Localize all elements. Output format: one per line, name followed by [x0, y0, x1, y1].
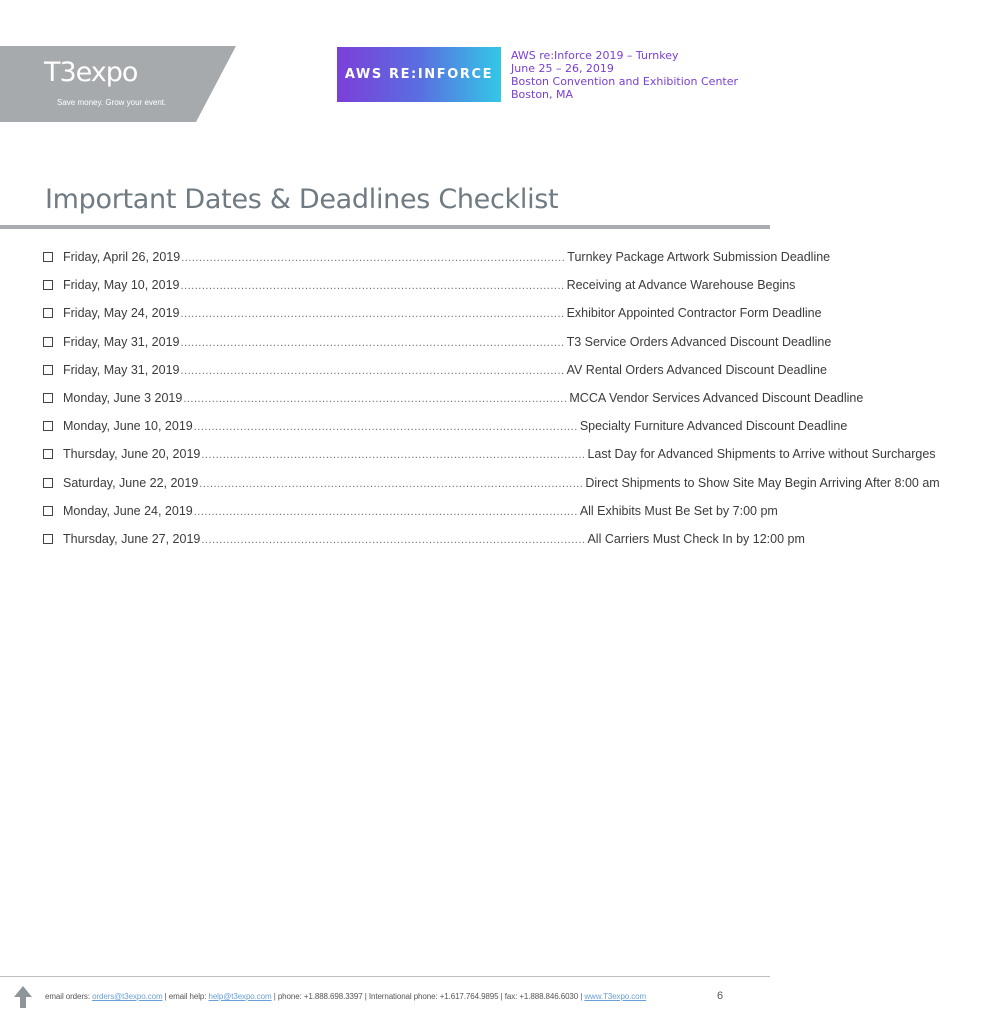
- email-orders-label: email orders:: [45, 992, 90, 1001]
- checklist-task: Direct Shipments to Show Site May Begin Arriving After 8:00 am: [585, 475, 940, 490]
- checklist-item: [43, 356, 827, 384]
- footer-contact: [45, 992, 646, 1001]
- checkbox[interactable]: [43, 506, 53, 516]
- checkbox[interactable]: [43, 252, 53, 262]
- dot-leader: ............................................................................................................: [180, 336, 565, 349]
- dot-leader: ............................................................................................................: [193, 421, 578, 434]
- email-help-link[interactable]: help@t3expo.com: [208, 992, 272, 1001]
- footer-separator: |: [364, 992, 367, 1001]
- checkbox[interactable]: [43, 478, 53, 488]
- footer-separator: |: [273, 992, 276, 1001]
- checklist-item: [43, 412, 848, 440]
- footer-separator: |: [164, 992, 167, 1001]
- checkbox[interactable]: [43, 337, 53, 347]
- checklist-task: Turnkey Package Artwork Submission Deadline: [567, 250, 831, 265]
- checklist-date: Friday, April 26, 2019: [63, 250, 181, 265]
- dot-leader: ............................................................................................................: [201, 449, 586, 462]
- checklist-date: Friday, May 24, 2019: [63, 306, 180, 321]
- checkbox[interactable]: [43, 280, 53, 290]
- checklist-date: Monday, June 10, 2019: [63, 419, 193, 434]
- checklist-date: Friday, May 31, 2019: [63, 362, 180, 377]
- up-arrow-icon[interactable]: [14, 986, 32, 1008]
- checklist-item: [43, 243, 831, 271]
- checklist-task: MCCA Vendor Services Advanced Discount Deadline: [569, 391, 864, 406]
- checklist-task: All Exhibits Must Be Set by 7:00 pm: [579, 503, 778, 518]
- checklist-date: Saturday, June 22, 2019: [63, 475, 199, 490]
- footer-divider: [0, 976, 770, 977]
- checkbox[interactable]: [43, 449, 53, 459]
- dot-leader: ............................................................................................................: [180, 308, 565, 321]
- checklist-date: Monday, June 3 2019: [63, 391, 183, 406]
- dot-leader: ............................................................................................................: [180, 280, 565, 293]
- dot-leader: ............................................................................................................: [199, 477, 584, 490]
- dot-leader: ............................................................................................................: [181, 252, 566, 265]
- international-phone: International phone: +1.617.764.9895: [368, 992, 499, 1001]
- event-dates: June 25 – 26, 2019: [511, 62, 614, 75]
- checklist-date: Thursday, June 27, 2019: [63, 531, 201, 546]
- event-city: Boston, MA: [511, 88, 574, 101]
- event-info: [511, 49, 761, 101]
- event-name: AWS re:Inforce 2019 – Turnkey: [511, 49, 679, 62]
- checklist-item: [43, 384, 864, 412]
- event-badge-text: AWS RE:INFORCE: [344, 67, 494, 82]
- event-venue: Boston Convention and Exhibition Center: [511, 75, 739, 88]
- checklist-date: Thursday, June 20, 2019: [63, 447, 201, 462]
- checkbox[interactable]: [43, 393, 53, 403]
- checklist-task: Exhibitor Appointed Contractor Form Deadline: [566, 306, 822, 321]
- checklist-item: [43, 525, 805, 553]
- logo-band: [0, 46, 236, 122]
- checkbox[interactable]: [43, 308, 53, 318]
- title-divider: [0, 225, 770, 229]
- email-orders-link[interactable]: orders@t3expo.com: [92, 992, 163, 1001]
- checklist-date: Friday, May 10, 2019: [63, 278, 180, 293]
- checklist-task: Last Day for Advanced Shipments to Arrive without Surcharges: [587, 447, 936, 462]
- checklist-item: [43, 469, 940, 497]
- dot-leader: ............................................................................................................: [183, 393, 568, 406]
- checklist-item: [43, 271, 796, 299]
- phone-number: phone: +1.888.698.3397: [277, 992, 363, 1001]
- checklist-item: [43, 299, 822, 327]
- page-number: 6: [717, 990, 724, 1002]
- page-title: Important Dates & Deadlines Checklist: [45, 184, 559, 215]
- checklist-task: T3 Service Orders Advanced Discount Deadline: [566, 334, 832, 349]
- fax-number: fax: +1.888.846.6030: [504, 992, 579, 1001]
- event-badge: [337, 47, 501, 102]
- checklist-task: AV Rental Orders Advanced Discount Deadline: [566, 362, 827, 377]
- footer-separator: |: [500, 992, 503, 1001]
- dot-leader: ............................................................................................................: [193, 505, 578, 518]
- checklist-task: Receiving at Advance Warehouse Begins: [566, 278, 796, 293]
- checklist-task: Specialty Furniture Advanced Discount Deadline: [579, 419, 848, 434]
- checklist-task: All Carriers Must Check In by 12:00 pm: [587, 531, 805, 546]
- checkbox[interactable]: [43, 365, 53, 375]
- checklist-item: [43, 497, 778, 525]
- email-help-label: email help:: [168, 992, 207, 1001]
- dot-leader: ............................................................................................................: [180, 364, 565, 377]
- logo-tagline: Save money. Grow your event.: [57, 98, 167, 107]
- checkbox[interactable]: [43, 421, 53, 431]
- logo: T3expo: [44, 57, 138, 88]
- checklist-item: [43, 328, 832, 356]
- deadline-checklist: [43, 243, 940, 553]
- footer-separator: |: [580, 992, 583, 1001]
- website-link[interactable]: www.T3expo.com: [584, 992, 647, 1001]
- checkbox[interactable]: [43, 534, 53, 544]
- dot-leader: ............................................................................................................: [201, 533, 586, 546]
- checklist-date: Friday, May 31, 2019: [63, 334, 180, 349]
- checklist-item: [43, 440, 936, 468]
- checklist-date: Monday, June 24, 2019: [63, 503, 193, 518]
